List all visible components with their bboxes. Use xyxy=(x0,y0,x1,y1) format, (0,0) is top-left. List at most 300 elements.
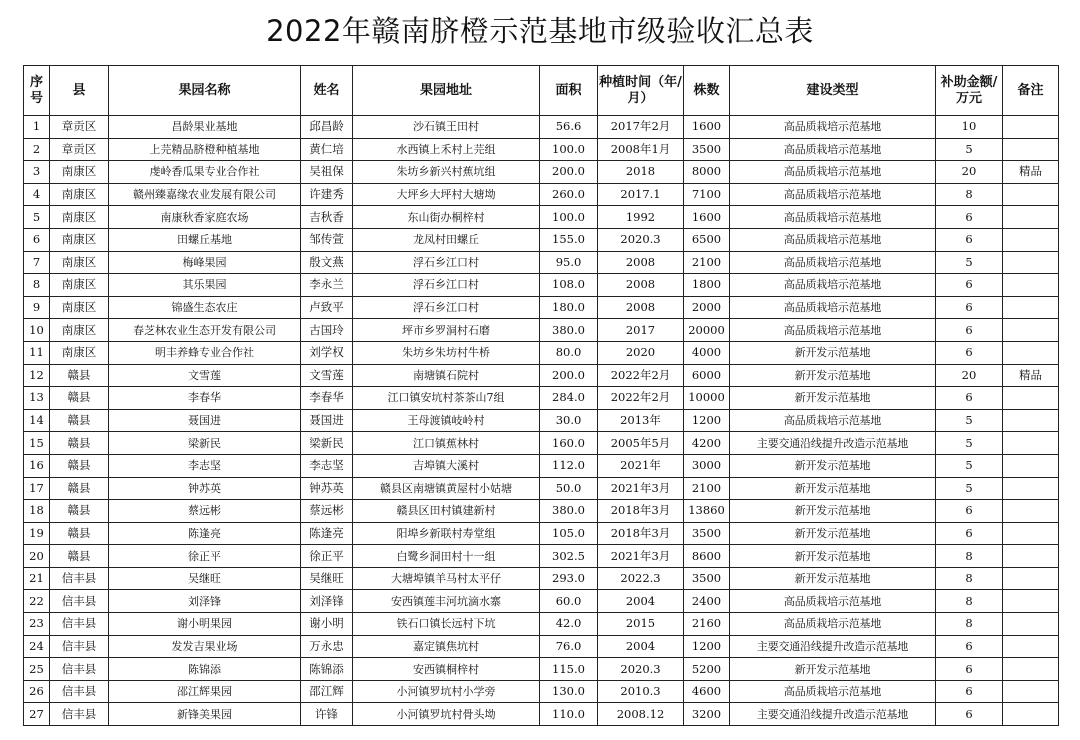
cell-plant-count: 5200 xyxy=(684,658,730,681)
cell-orchard-address: 江口镇蕉林村 xyxy=(353,432,540,455)
header-serial-number: 序号 xyxy=(24,66,50,116)
cell-county: 南康区 xyxy=(50,228,109,251)
cell-plant-count: 1200 xyxy=(684,635,730,658)
cell-person-name: 谢小明 xyxy=(301,613,353,636)
cell-person-name: 殷文燕 xyxy=(301,251,353,274)
cell-plant-count: 1200 xyxy=(684,409,730,432)
table-row xyxy=(24,364,1059,387)
cell-planting-time: 2022年2月 xyxy=(598,364,684,387)
cell-area: 110.0 xyxy=(540,703,598,726)
cell-orchard-name: 蔡远彬 xyxy=(109,500,301,523)
cell-remarks xyxy=(1003,341,1059,364)
cell-orchard-name: 李志坚 xyxy=(109,454,301,477)
cell-person-name: 蔡远彬 xyxy=(301,500,353,523)
cell-person-name: 邱昌龄 xyxy=(301,116,353,139)
cell-county: 赣县 xyxy=(50,364,109,387)
cell-orchard-address: 朱坊乡朱坊村牛桥 xyxy=(353,341,540,364)
cell-county: 章贡区 xyxy=(50,116,109,139)
cell-construction-type: 高品质栽培示范基地 xyxy=(730,206,936,229)
cell-area: 95.0 xyxy=(540,251,598,274)
cell-person-name: 徐正平 xyxy=(301,545,353,568)
cell-person-name: 钟苏英 xyxy=(301,477,353,500)
cell-construction-type: 高品质栽培示范基地 xyxy=(730,590,936,613)
cell-orchard-address: 白鹭乡洞田村十一组 xyxy=(353,545,540,568)
cell-remarks xyxy=(1003,387,1059,410)
cell-orchard-address: 小河镇罗坑村小学旁 xyxy=(353,680,540,703)
cell-serial-number: 4 xyxy=(24,183,50,206)
cell-serial-number: 10 xyxy=(24,319,50,342)
cell-plant-count: 3500 xyxy=(684,567,730,590)
table-row xyxy=(24,500,1059,523)
cell-planting-time: 2021年3月 xyxy=(598,477,684,500)
cell-person-name: 陈锦添 xyxy=(301,658,353,681)
cell-county: 赣县 xyxy=(50,432,109,455)
cell-planting-time: 2008 xyxy=(598,274,684,297)
table-row xyxy=(24,274,1059,297)
header-subsidy-amount: 补助金额/万元 xyxy=(936,66,1003,116)
cell-plant-count: 20000 xyxy=(684,319,730,342)
cell-plant-count: 3200 xyxy=(684,703,730,726)
cell-serial-number: 11 xyxy=(24,341,50,364)
table-row xyxy=(24,138,1059,161)
cell-remarks xyxy=(1003,206,1059,229)
cell-remarks xyxy=(1003,613,1059,636)
cell-planting-time: 1992 xyxy=(598,206,684,229)
cell-orchard-address: 水西镇上禾村上芫组 xyxy=(353,138,540,161)
cell-orchard-name: 刘泽锋 xyxy=(109,590,301,613)
cell-subsidy-amount: 8 xyxy=(936,545,1003,568)
cell-plant-count: 2400 xyxy=(684,590,730,613)
cell-subsidy-amount: 8 xyxy=(936,567,1003,590)
cell-plant-count: 8000 xyxy=(684,161,730,184)
cell-orchard-address: 安西镇桐梓村 xyxy=(353,658,540,681)
cell-orchard-address: 安西镇莲丰河坑滴水寨 xyxy=(353,590,540,613)
cell-person-name: 刘学权 xyxy=(301,341,353,364)
cell-plant-count: 1600 xyxy=(684,206,730,229)
cell-person-name: 聂国进 xyxy=(301,409,353,432)
cell-plant-count: 3000 xyxy=(684,454,730,477)
table-row xyxy=(24,409,1059,432)
cell-person-name: 吴继旺 xyxy=(301,567,353,590)
cell-area: 80.0 xyxy=(540,341,598,364)
cell-orchard-address: 朱坊乡新兴村蕉坑组 xyxy=(353,161,540,184)
table-body xyxy=(24,116,1059,726)
cell-area: 155.0 xyxy=(540,228,598,251)
cell-county: 南康区 xyxy=(50,161,109,184)
cell-county: 赣县 xyxy=(50,500,109,523)
cell-serial-number: 20 xyxy=(24,545,50,568)
cell-planting-time: 2018年3月 xyxy=(598,522,684,545)
cell-orchard-name: 吴继旺 xyxy=(109,567,301,590)
cell-construction-type: 高品质栽培示范基地 xyxy=(730,183,936,206)
cell-construction-type: 高品质栽培示范基地 xyxy=(730,116,936,139)
cell-county: 信丰县 xyxy=(50,703,109,726)
cell-plant-count: 4600 xyxy=(684,680,730,703)
cell-person-name: 卢致平 xyxy=(301,296,353,319)
cell-serial-number: 13 xyxy=(24,387,50,410)
cell-area: 380.0 xyxy=(540,319,598,342)
cell-area: 115.0 xyxy=(540,658,598,681)
cell-area: 30.0 xyxy=(540,409,598,432)
cell-serial-number: 15 xyxy=(24,432,50,455)
cell-subsidy-amount: 5 xyxy=(936,251,1003,274)
cell-construction-type: 新开发示范基地 xyxy=(730,567,936,590)
cell-subsidy-amount: 20 xyxy=(936,364,1003,387)
cell-planting-time: 2022年2月 xyxy=(598,387,684,410)
cell-person-name: 邹传萱 xyxy=(301,228,353,251)
cell-person-name: 吴祖保 xyxy=(301,161,353,184)
cell-orchard-name: 锦盛生态农庄 xyxy=(109,296,301,319)
cell-subsidy-amount: 6 xyxy=(936,296,1003,319)
cell-subsidy-amount: 8 xyxy=(936,590,1003,613)
header-plant-count: 株数 xyxy=(684,66,730,116)
table-row xyxy=(24,228,1059,251)
cell-planting-time: 2017年2月 xyxy=(598,116,684,139)
cell-area: 100.0 xyxy=(540,138,598,161)
cell-orchard-address: 大塘埠镇羊马村太平仔 xyxy=(353,567,540,590)
cell-serial-number: 23 xyxy=(24,613,50,636)
cell-planting-time: 2008 xyxy=(598,296,684,319)
cell-remarks xyxy=(1003,138,1059,161)
cell-plant-count: 8600 xyxy=(684,545,730,568)
header-area: 面积 xyxy=(540,66,598,116)
cell-serial-number: 12 xyxy=(24,364,50,387)
cell-person-name: 黄仁培 xyxy=(301,138,353,161)
cell-orchard-name: 赣州臻嘉缘农业发展有限公司 xyxy=(109,183,301,206)
cell-area: 180.0 xyxy=(540,296,598,319)
cell-planting-time: 2004 xyxy=(598,590,684,613)
cell-planting-time: 2017.1 xyxy=(598,183,684,206)
cell-orchard-name: 发发吉果业场 xyxy=(109,635,301,658)
cell-county: 信丰县 xyxy=(50,613,109,636)
cell-remarks xyxy=(1003,658,1059,681)
cell-area: 50.0 xyxy=(540,477,598,500)
cell-orchard-address: 赣县区南塘镇黄屋村小姑塘 xyxy=(353,477,540,500)
cell-orchard-address: 小河镇罗坑村骨头坳 xyxy=(353,703,540,726)
cell-orchard-name: 虔岭香瓜果专业合作社 xyxy=(109,161,301,184)
table-row xyxy=(24,590,1059,613)
cell-serial-number: 9 xyxy=(24,296,50,319)
cell-planting-time: 2020.3 xyxy=(598,228,684,251)
cell-orchard-name: 聂国进 xyxy=(109,409,301,432)
cell-serial-number: 5 xyxy=(24,206,50,229)
table-row xyxy=(24,454,1059,477)
cell-orchard-name: 徐正平 xyxy=(109,545,301,568)
cell-county: 赣县 xyxy=(50,454,109,477)
cell-construction-type: 新开发示范基地 xyxy=(730,364,936,387)
cell-planting-time: 2020.3 xyxy=(598,658,684,681)
cell-planting-time: 2018年3月 xyxy=(598,500,684,523)
cell-person-name: 万永忠 xyxy=(301,635,353,658)
cell-orchard-address: 江口镇安坑村茶茶山7组 xyxy=(353,387,540,410)
cell-person-name: 李志坚 xyxy=(301,454,353,477)
cell-county: 信丰县 xyxy=(50,590,109,613)
table-row xyxy=(24,680,1059,703)
cell-orchard-address: 龙凤村田螺丘 xyxy=(353,228,540,251)
cell-planting-time: 2008年1月 xyxy=(598,138,684,161)
summary-table xyxy=(23,65,1059,726)
cell-person-name: 李永兰 xyxy=(301,274,353,297)
cell-county: 南康区 xyxy=(50,341,109,364)
cell-orchard-name: 上芫精品脐橙种植基地 xyxy=(109,138,301,161)
cell-orchard-address: 嘉定镇焦坑村 xyxy=(353,635,540,658)
cell-remarks xyxy=(1003,567,1059,590)
cell-orchard-name: 明丰养蜂专业合作社 xyxy=(109,341,301,364)
cell-person-name: 古国玲 xyxy=(301,319,353,342)
cell-person-name: 许建秀 xyxy=(301,183,353,206)
cell-plant-count: 6000 xyxy=(684,364,730,387)
table-row xyxy=(24,206,1059,229)
cell-construction-type: 新开发示范基地 xyxy=(730,500,936,523)
cell-planting-time: 2013年 xyxy=(598,409,684,432)
cell-subsidy-amount: 6 xyxy=(936,635,1003,658)
table-row xyxy=(24,116,1059,139)
cell-serial-number: 2 xyxy=(24,138,50,161)
cell-serial-number: 8 xyxy=(24,274,50,297)
cell-area: 112.0 xyxy=(540,454,598,477)
cell-remarks xyxy=(1003,680,1059,703)
cell-county: 南康区 xyxy=(50,319,109,342)
cell-construction-type: 高品质栽培示范基地 xyxy=(730,251,936,274)
cell-orchard-name: 陈锦添 xyxy=(109,658,301,681)
table-row xyxy=(24,387,1059,410)
cell-subsidy-amount: 6 xyxy=(936,500,1003,523)
cell-subsidy-amount: 6 xyxy=(936,341,1003,364)
cell-orchard-name: 梅峰果园 xyxy=(109,251,301,274)
table-row xyxy=(24,251,1059,274)
cell-planting-time: 2015 xyxy=(598,613,684,636)
cell-subsidy-amount: 8 xyxy=(936,183,1003,206)
cell-serial-number: 27 xyxy=(24,703,50,726)
cell-orchard-address: 阳埠乡新联村寿堂组 xyxy=(353,522,540,545)
cell-area: 105.0 xyxy=(540,522,598,545)
cell-county: 章贡区 xyxy=(50,138,109,161)
cell-orchard-name: 文雪莲 xyxy=(109,364,301,387)
cell-construction-type: 高品质栽培示范基地 xyxy=(730,409,936,432)
cell-construction-type: 新开发示范基地 xyxy=(730,545,936,568)
cell-area: 56.6 xyxy=(540,116,598,139)
cell-remarks xyxy=(1003,409,1059,432)
cell-orchard-name: 田螺丘基地 xyxy=(109,228,301,251)
cell-subsidy-amount: 6 xyxy=(936,522,1003,545)
cell-construction-type: 新开发示范基地 xyxy=(730,658,936,681)
cell-county: 信丰县 xyxy=(50,567,109,590)
cell-serial-number: 18 xyxy=(24,500,50,523)
cell-planting-time: 2021年3月 xyxy=(598,545,684,568)
cell-county: 赣县 xyxy=(50,409,109,432)
cell-subsidy-amount: 6 xyxy=(936,274,1003,297)
cell-subsidy-amount: 8 xyxy=(936,613,1003,636)
cell-construction-type: 新开发示范基地 xyxy=(730,477,936,500)
cell-serial-number: 3 xyxy=(24,161,50,184)
cell-construction-type: 高品质栽培示范基地 xyxy=(730,161,936,184)
cell-serial-number: 7 xyxy=(24,251,50,274)
cell-subsidy-amount: 6 xyxy=(936,387,1003,410)
cell-construction-type: 高品质栽培示范基地 xyxy=(730,228,936,251)
cell-construction-type: 新开发示范基地 xyxy=(730,522,936,545)
cell-subsidy-amount: 20 xyxy=(936,161,1003,184)
cell-person-name: 李春华 xyxy=(301,387,353,410)
cell-orchard-name: 春芝林农业生态开发有限公司 xyxy=(109,319,301,342)
header-remarks: 备注 xyxy=(1003,66,1059,116)
cell-serial-number: 25 xyxy=(24,658,50,681)
cell-serial-number: 24 xyxy=(24,635,50,658)
cell-county: 信丰县 xyxy=(50,658,109,681)
cell-subsidy-amount: 5 xyxy=(936,138,1003,161)
cell-subsidy-amount: 6 xyxy=(936,228,1003,251)
cell-orchard-address: 浮石乡江口村 xyxy=(353,296,540,319)
table-row xyxy=(24,522,1059,545)
cell-planting-time: 2018 xyxy=(598,161,684,184)
cell-serial-number: 17 xyxy=(24,477,50,500)
cell-subsidy-amount: 10 xyxy=(936,116,1003,139)
cell-area: 380.0 xyxy=(540,500,598,523)
cell-orchard-address: 坪市乡罗洞村石磨 xyxy=(353,319,540,342)
table-row xyxy=(24,477,1059,500)
cell-area: 42.0 xyxy=(540,613,598,636)
cell-plant-count: 4000 xyxy=(684,341,730,364)
cell-person-name: 吉秋香 xyxy=(301,206,353,229)
cell-planting-time: 2021年 xyxy=(598,454,684,477)
cell-planting-time: 2005年5月 xyxy=(598,432,684,455)
cell-serial-number: 19 xyxy=(24,522,50,545)
cell-orchard-address: 南塘镇石院村 xyxy=(353,364,540,387)
cell-area: 260.0 xyxy=(540,183,598,206)
cell-area: 293.0 xyxy=(540,567,598,590)
cell-orchard-name: 钟苏英 xyxy=(109,477,301,500)
table-row xyxy=(24,319,1059,342)
cell-serial-number: 21 xyxy=(24,567,50,590)
cell-construction-type: 高品质栽培示范基地 xyxy=(730,296,936,319)
cell-remarks: 精品 xyxy=(1003,364,1059,387)
cell-plant-count: 2160 xyxy=(684,613,730,636)
cell-person-name: 刘泽锋 xyxy=(301,590,353,613)
cell-serial-number: 22 xyxy=(24,590,50,613)
cell-orchard-address: 沙石镇王田村 xyxy=(353,116,540,139)
cell-serial-number: 6 xyxy=(24,228,50,251)
cell-subsidy-amount: 6 xyxy=(936,703,1003,726)
cell-remarks xyxy=(1003,545,1059,568)
cell-construction-type: 新开发示范基地 xyxy=(730,387,936,410)
cell-plant-count: 4200 xyxy=(684,432,730,455)
cell-person-name: 梁新民 xyxy=(301,432,353,455)
cell-remarks xyxy=(1003,319,1059,342)
cell-area: 100.0 xyxy=(540,206,598,229)
header-orchard-name: 果园名称 xyxy=(109,66,301,116)
cell-construction-type: 主要交通沿线提升改造示范基地 xyxy=(730,432,936,455)
cell-person-name: 许锋 xyxy=(301,703,353,726)
cell-remarks xyxy=(1003,432,1059,455)
cell-orchard-name: 昌龄果业基地 xyxy=(109,116,301,139)
cell-area: 108.0 xyxy=(540,274,598,297)
cell-remarks xyxy=(1003,296,1059,319)
cell-county: 南康区 xyxy=(50,183,109,206)
table-row xyxy=(24,432,1059,455)
cell-planting-time: 2008.12 xyxy=(598,703,684,726)
table-row xyxy=(24,545,1059,568)
cell-remarks: 精品 xyxy=(1003,161,1059,184)
cell-remarks xyxy=(1003,454,1059,477)
cell-plant-count: 1600 xyxy=(684,116,730,139)
cell-county: 赣县 xyxy=(50,545,109,568)
cell-county: 赣县 xyxy=(50,387,109,410)
cell-area: 200.0 xyxy=(540,364,598,387)
cell-plant-count: 3500 xyxy=(684,138,730,161)
table-row xyxy=(24,183,1059,206)
table-row xyxy=(24,567,1059,590)
cell-area: 130.0 xyxy=(540,680,598,703)
table-row xyxy=(24,703,1059,726)
cell-planting-time: 2004 xyxy=(598,635,684,658)
cell-orchard-name: 谢小明果园 xyxy=(109,613,301,636)
cell-construction-type: 新开发示范基地 xyxy=(730,454,936,477)
cell-area: 76.0 xyxy=(540,635,598,658)
cell-plant-count: 2100 xyxy=(684,251,730,274)
cell-person-name: 陈逢亮 xyxy=(301,522,353,545)
cell-construction-type: 主要交通沿线提升改造示范基地 xyxy=(730,635,936,658)
cell-orchard-name: 南康秋香家庭农场 xyxy=(109,206,301,229)
cell-subsidy-amount: 5 xyxy=(936,409,1003,432)
cell-county: 信丰县 xyxy=(50,680,109,703)
cell-orchard-name: 其乐果园 xyxy=(109,274,301,297)
cell-remarks xyxy=(1003,183,1059,206)
cell-person-name: 文雪莲 xyxy=(301,364,353,387)
cell-remarks xyxy=(1003,703,1059,726)
cell-orchard-address: 浮石乡江口村 xyxy=(353,274,540,297)
cell-county: 南康区 xyxy=(50,274,109,297)
header-county: 县 xyxy=(50,66,109,116)
cell-orchard-address: 浮石乡江口村 xyxy=(353,251,540,274)
header-row xyxy=(24,66,1059,116)
cell-subsidy-amount: 6 xyxy=(936,206,1003,229)
cell-remarks xyxy=(1003,590,1059,613)
cell-subsidy-amount: 5 xyxy=(936,477,1003,500)
cell-subsidy-amount: 6 xyxy=(936,658,1003,681)
table-row xyxy=(24,658,1059,681)
cell-remarks xyxy=(1003,500,1059,523)
cell-construction-type: 高品质栽培示范基地 xyxy=(730,274,936,297)
header-construction-type: 建设类型 xyxy=(730,66,936,116)
cell-construction-type: 高品质栽培示范基地 xyxy=(730,319,936,342)
cell-area: 160.0 xyxy=(540,432,598,455)
cell-remarks xyxy=(1003,635,1059,658)
cell-county: 南康区 xyxy=(50,296,109,319)
cell-county: 信丰县 xyxy=(50,635,109,658)
cell-plant-count: 1800 xyxy=(684,274,730,297)
cell-orchard-name: 陈逢亮 xyxy=(109,522,301,545)
cell-construction-type: 高品质栽培示范基地 xyxy=(730,613,936,636)
cell-serial-number: 26 xyxy=(24,680,50,703)
document-title: 2022年赣南脐橙示范基地市级验收汇总表 xyxy=(266,14,814,48)
cell-remarks xyxy=(1003,116,1059,139)
table-row xyxy=(24,161,1059,184)
cell-planting-time: 2022.3 xyxy=(598,567,684,590)
cell-area: 60.0 xyxy=(540,590,598,613)
cell-area: 284.0 xyxy=(540,387,598,410)
table-row xyxy=(24,341,1059,364)
cell-orchard-name: 李春华 xyxy=(109,387,301,410)
cell-planting-time: 2008 xyxy=(598,251,684,274)
cell-remarks xyxy=(1003,228,1059,251)
cell-plant-count: 3500 xyxy=(684,522,730,545)
cell-serial-number: 16 xyxy=(24,454,50,477)
cell-orchard-name: 梁新民 xyxy=(109,432,301,455)
header-person-name: 姓名 xyxy=(301,66,353,116)
cell-orchard-name: 新锋美果园 xyxy=(109,703,301,726)
cell-construction-type: 高品质栽培示范基地 xyxy=(730,680,936,703)
header-planting-time: 种植时间（年/月） xyxy=(598,66,684,116)
cell-orchard-address: 王母渡镇岐岭村 xyxy=(353,409,540,432)
